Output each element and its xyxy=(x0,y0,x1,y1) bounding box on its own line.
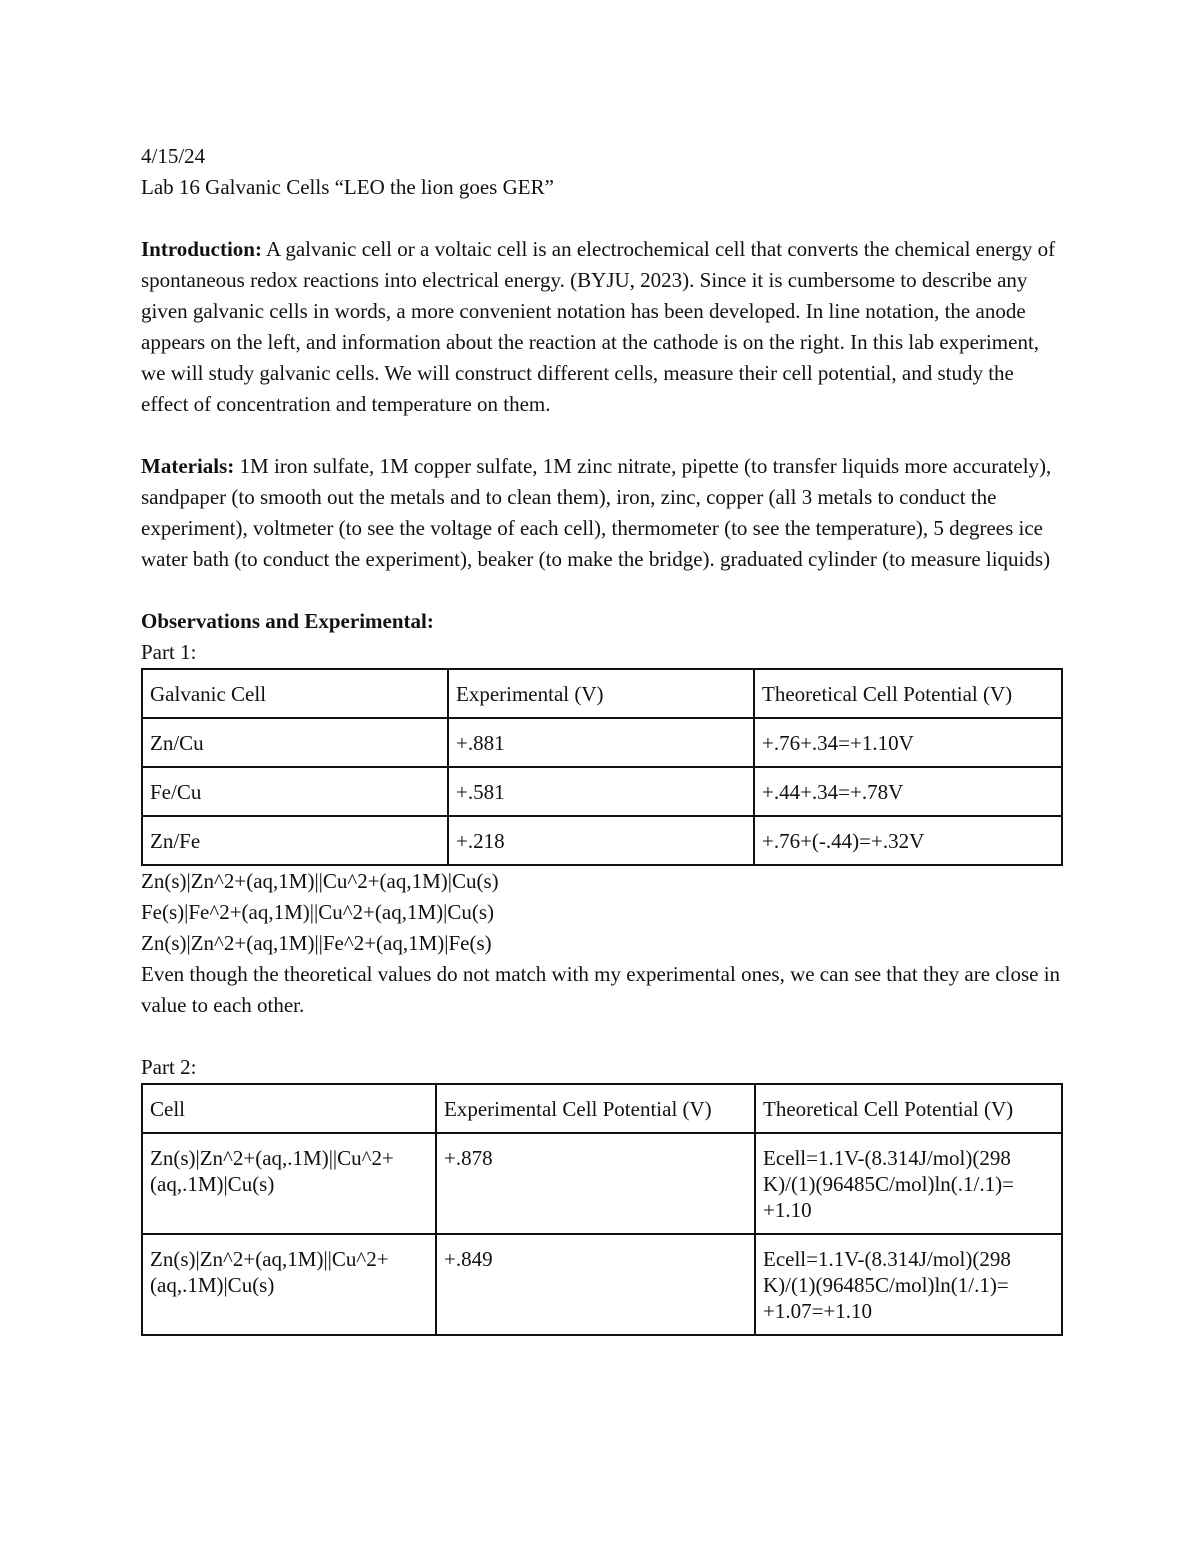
table-cell: Zn/Cu xyxy=(142,718,448,767)
table-cell: +.878 xyxy=(436,1133,755,1234)
table-header-cell: Experimental Cell Potential (V) xyxy=(436,1084,755,1133)
table-row xyxy=(142,1234,1062,1335)
table-cell: +.881 xyxy=(448,718,754,767)
cell-notation: Fe(s)|Fe^2+(aq,1M)||Cu^2+(aq,1M)|Cu(s) xyxy=(141,900,495,924)
introduction-paragraph xyxy=(141,234,1066,420)
table-cell: Zn/Fe xyxy=(142,816,448,865)
table-row xyxy=(142,767,1062,816)
date: 4/15/24 xyxy=(141,144,206,168)
table-cell: Zn(s)|Zn^2+(aq,1M)||Cu^2+(aq,.1M)|Cu(s) xyxy=(142,1234,436,1335)
table-cell: +.44+.34=+.78V xyxy=(754,767,1062,816)
materials-label: Materials: xyxy=(141,454,235,478)
part2-table xyxy=(141,1083,1063,1336)
cell-notation: Zn(s)|Zn^2+(aq,1M)||Fe^2+(aq,1M)|Fe(s) xyxy=(141,931,492,955)
table-cell: Fe/Cu xyxy=(142,767,448,816)
table-header-cell: Theoretical Cell Potential (V) xyxy=(755,1084,1062,1133)
table-header-cell: Theoretical Cell Potential (V) xyxy=(754,669,1062,718)
document-page xyxy=(141,141,1066,1336)
table-header-cell: Cell xyxy=(142,1084,436,1133)
spacer xyxy=(141,420,1066,451)
table-row xyxy=(142,816,1062,865)
materials-text: 1M iron sulfate, 1M copper sulfate, 1M zinc nitrate, pipette (to transfer liquids more accurately), sandpaper (to smooth out the metals and to clean them), iron, zinc, copper (all 3 metals to conduct the experiment), voltmeter (to see the voltage of each cell), thermometer (to see the temperature), 5 degrees ice water bath (to conduct the experiment), beaker (to make the bridge). graduated cylinder (to measure liquids) xyxy=(141,454,1052,571)
table-row xyxy=(142,1133,1062,1234)
table-header-cell: Galvanic Cell xyxy=(142,669,448,718)
table-cell: +.218 xyxy=(448,816,754,865)
table-cell: +.76+(-.44)=+.32V xyxy=(754,816,1062,865)
table-cell: Zn(s)|Zn^2+(aq,.1M)||Cu^2+(aq,.1M)|Cu(s) xyxy=(142,1133,436,1234)
table-header-cell: Experimental (V) xyxy=(448,669,754,718)
introduction-text: A galvanic cell or a voltaic cell is an electrochemical cell that converts the chemical energy of spontaneous redox reactions into electrical energy. (BYJU, 2023). Since it is cumbersome to describe any given galvanic cells in words, a more convenient notation has been developed. In line notation, the anode appears on the left, and information about the reaction at the cathode is on the right. In this lab experiment, we will study galvanic cells. We will construct different cells, measure their cell potential, and study the effect of concentration and temperature on them. xyxy=(141,237,1056,416)
table-cell: +.849 xyxy=(436,1234,755,1335)
table-cell: Ecell=1.1V-(8.314J/mol)(298 K)/(1)(96485C/mol)ln(.1/.1)= +1.10 xyxy=(755,1133,1062,1234)
spacer xyxy=(141,575,1066,606)
part1-label: Part 1: xyxy=(141,640,197,664)
spacer xyxy=(141,203,1066,234)
table-cell: +.76+.34=+1.10V xyxy=(754,718,1062,767)
table-header-row xyxy=(142,1084,1062,1133)
observations-heading-text: Observations and Experimental: xyxy=(141,609,434,633)
introduction-label: Introduction: xyxy=(141,237,262,261)
materials-paragraph xyxy=(141,451,1066,575)
cell-notation: Zn(s)|Zn^2+(aq,1M)||Cu^2+(aq,1M)|Cu(s) xyxy=(141,869,499,893)
table-cell: +.581 xyxy=(448,767,754,816)
spacer xyxy=(141,1021,1066,1052)
observations-heading xyxy=(141,606,1066,637)
table-header-row xyxy=(142,669,1062,718)
part1-table xyxy=(141,668,1063,866)
lab-title: Lab 16 Galvanic Cells “LEO the lion goes GER” xyxy=(141,175,554,199)
table-cell: Ecell=1.1V-(8.314J/mol)(298 K)/(1)(96485C/mol)ln(1/.1)= +1.07=+1.10 xyxy=(755,1234,1062,1335)
table-row xyxy=(142,718,1062,767)
part2-label: Part 2: xyxy=(141,1055,197,1079)
part1-conclusion: Even though the theoretical values do not match with my experimental ones, we can see that they are close in value to each other. xyxy=(141,962,1061,1017)
